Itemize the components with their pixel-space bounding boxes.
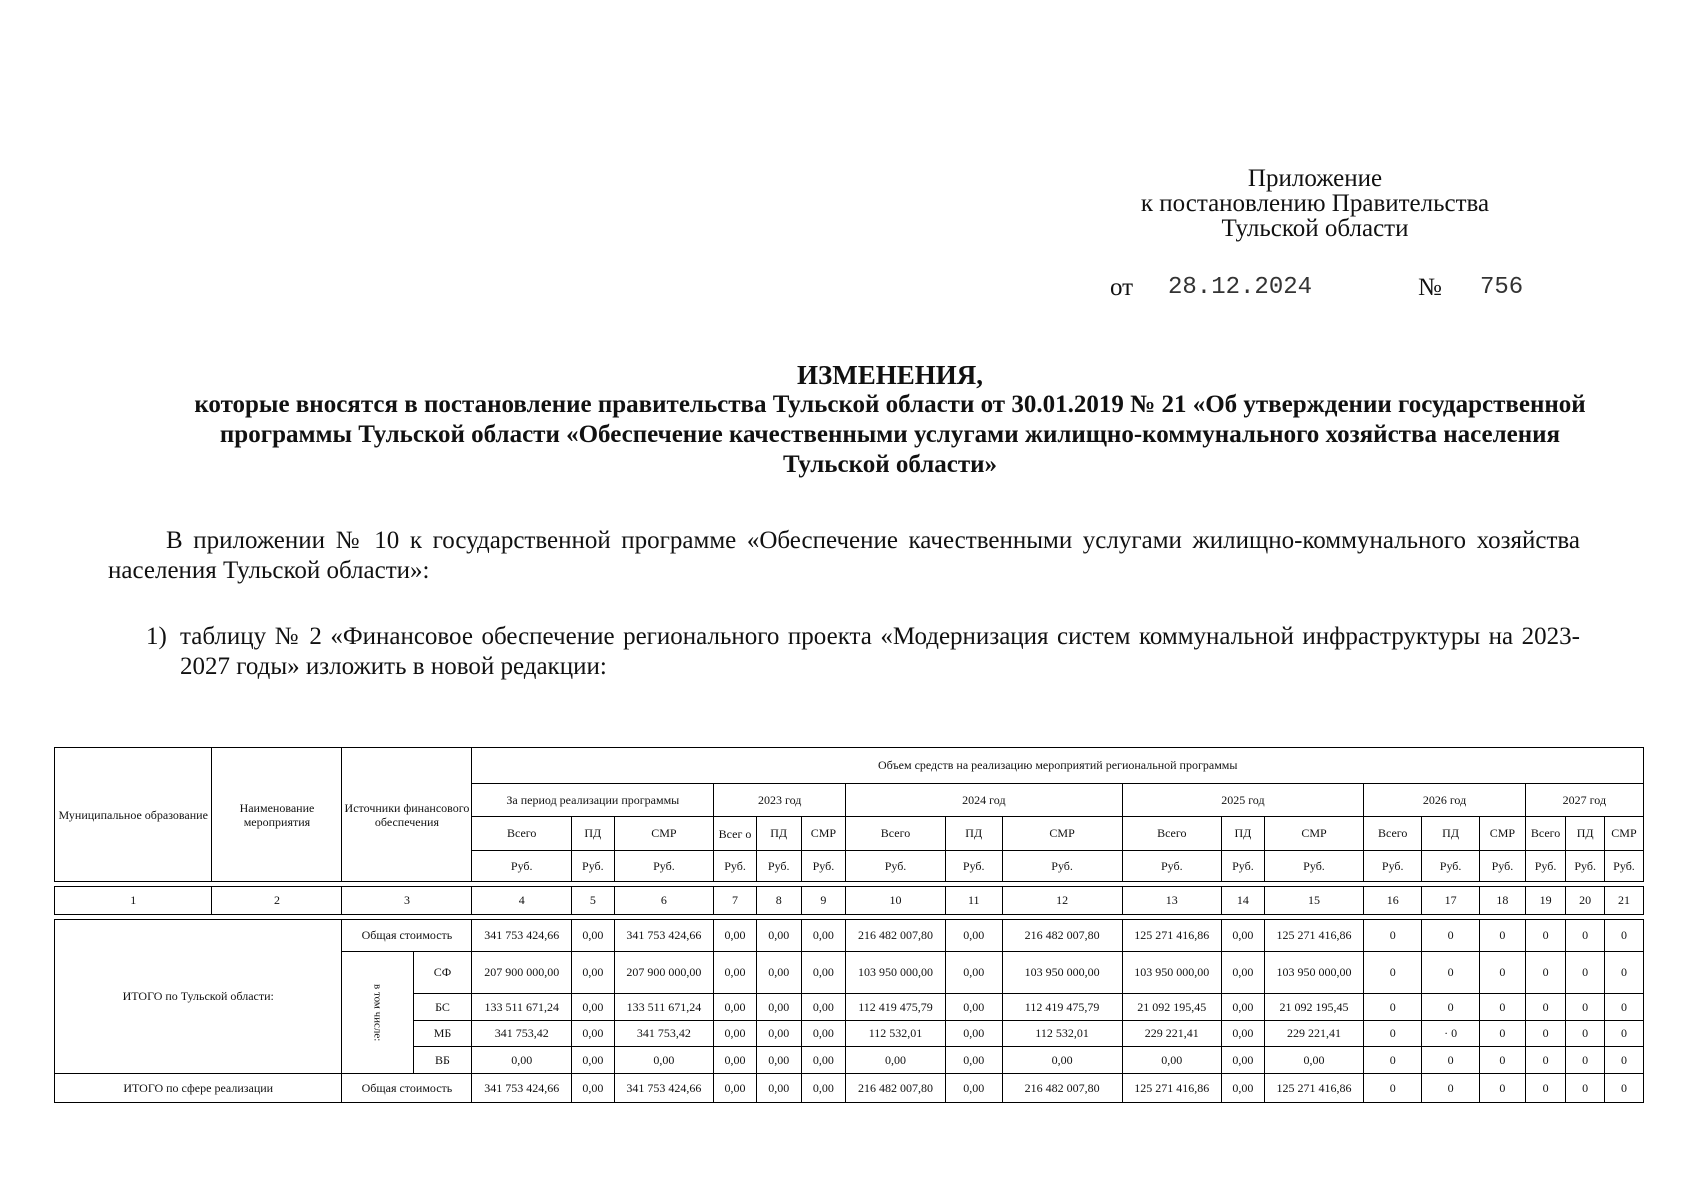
value-cell: 0,00 (1222, 952, 1265, 994)
source-label: Общая стоимость (342, 1074, 472, 1103)
subheader-pd: ПД (756, 817, 801, 851)
column-number: 16 (1364, 887, 1422, 915)
source-label: МБ (413, 1021, 472, 1047)
value-cell: 0 (1525, 1021, 1566, 1047)
value-cell: 0 (1480, 952, 1526, 994)
value-cell: 0,00 (1222, 994, 1265, 1021)
source-label: Общая стоимость (342, 920, 472, 952)
unit-cell: Руб. (1604, 851, 1643, 882)
subheader-total: Всег о (714, 817, 757, 851)
appendix-region: Тульской области (1221, 215, 1409, 242)
column-number: 6 (614, 887, 714, 915)
paragraph-intro: В приложении № 10 к государственной программе «Обеспечение качественными услугами жилищно-коммунального хозяйства населения Тульской области»: (108, 527, 1580, 584)
column-number: 5 (572, 887, 615, 915)
subheader-total: Всего (846, 817, 946, 851)
value-cell: 341 753,42 (614, 1021, 714, 1047)
value-cell: 112 419 475,79 (846, 994, 946, 1021)
value-cell: 229 221,41 (1264, 1021, 1364, 1047)
unit-cell: Руб. (1364, 851, 1422, 882)
header-year-2026: 2026 год (1364, 784, 1525, 817)
value-cell: 0,00 (714, 920, 757, 952)
header-measure: Наименование мероприятия (212, 748, 342, 882)
value-cell: 0 (1604, 1074, 1643, 1103)
value-cell: 0,00 (572, 1021, 615, 1047)
column-number: 15 (1264, 887, 1364, 915)
value-cell: 0,00 (945, 1021, 1002, 1047)
value-cell: 0 (1566, 994, 1605, 1021)
value-cell: 0,00 (945, 952, 1002, 994)
header-municipal: Муниципальное образование (55, 748, 212, 882)
heading-subtitle: которые вносятся в постановление правительства Тульской области от 30.01.2019 № 21 «Об утверждении государственной программы Тульской области «Обеспечение качественными услугами жилищно-коммунального хозяйства населения Тульской области» (194, 391, 1586, 478)
value-cell: 0,00 (756, 1047, 801, 1074)
value-cell: 0 (1566, 952, 1605, 994)
value-cell: 0,00 (756, 920, 801, 952)
unit-cell: Руб. (1480, 851, 1526, 882)
subheader-pd: ПД (1422, 817, 1480, 851)
header-volume: Объем средств на реализацию мероприятий региональной программы (472, 748, 1644, 784)
subheader-smr: СМР (1604, 817, 1643, 851)
value-cell: 0 (1422, 952, 1480, 994)
value-cell: 125 271 416,86 (1122, 920, 1222, 952)
header-year-2025: 2025 год (1122, 784, 1364, 817)
value-cell: 0,00 (714, 1047, 757, 1074)
unit-cell: Руб. (1566, 851, 1605, 882)
value-cell: 341 753,42 (472, 1021, 572, 1047)
table-row (55, 1074, 1644, 1103)
subheader-total: Всего (1364, 817, 1422, 851)
value-cell: 207 900 000,00 (614, 952, 714, 994)
value-cell: 0,00 (756, 1021, 801, 1047)
date-prefix: от (1110, 274, 1134, 301)
unit-cell: Руб. (1122, 851, 1222, 882)
column-number: 4 (472, 887, 572, 915)
value-cell: 0 (1566, 1047, 1605, 1074)
column-number: 12 (1002, 887, 1122, 915)
value-cell: 0 (1364, 1047, 1422, 1074)
value-cell: 0 (1364, 1021, 1422, 1047)
column-number: 10 (846, 887, 946, 915)
value-cell: 0,00 (714, 1021, 757, 1047)
value-cell: 0 (1604, 1047, 1643, 1074)
value-cell: 0 (1364, 920, 1422, 952)
value-cell: 0,00 (756, 994, 801, 1021)
subheader-pd: ПД (1566, 817, 1605, 851)
value-cell: 112 419 475,79 (1002, 994, 1122, 1021)
value-cell: 229 221,41 (1122, 1021, 1222, 1047)
column-number: 18 (1480, 887, 1526, 915)
value-cell: 133 511 671,24 (614, 994, 714, 1021)
column-number: 1 (55, 887, 212, 915)
value-cell: 0 (1422, 920, 1480, 952)
value-cell: 103 950 000,00 (1264, 952, 1364, 994)
column-number: 7 (714, 887, 757, 915)
value-cell: 0,00 (714, 1074, 757, 1103)
value-cell: 0 (1604, 1021, 1643, 1047)
value-cell: 0,00 (614, 1047, 714, 1074)
column-number: 13 (1122, 887, 1222, 915)
value-cell: 0 (1422, 994, 1480, 1021)
value-cell: 125 271 416,86 (1264, 1074, 1364, 1103)
value-cell: 0 (1422, 1074, 1480, 1103)
subheader-pd: ПД (1222, 817, 1265, 851)
subheader-smr: СМР (614, 817, 714, 851)
value-cell: 0,00 (1222, 1074, 1265, 1103)
value-cell: 0,00 (1222, 1047, 1265, 1074)
value-cell: 0,00 (714, 994, 757, 1021)
value-cell: 0,00 (945, 920, 1002, 952)
heading-title: ИЗМЕНЕНИЯ, (796, 360, 983, 390)
value-cell: 341 753 424,66 (614, 920, 714, 952)
value-cell: 0,00 (1264, 1047, 1364, 1074)
source-label: ВБ (413, 1047, 472, 1074)
list-item-1 (108, 622, 1580, 682)
value-cell: 0,00 (801, 952, 846, 994)
table-row (55, 920, 1644, 952)
value-cell: 216 482 007,80 (846, 1074, 946, 1103)
value-cell: 0 (1480, 1047, 1526, 1074)
document-heading (190, 360, 1590, 480)
value-cell: 0,00 (1222, 1021, 1265, 1047)
unit-cell: Руб. (1422, 851, 1480, 882)
value-cell: 21 092 195,45 (1122, 994, 1222, 1021)
value-cell: 112 532,01 (1002, 1021, 1122, 1047)
header-year-2023: 2023 год (714, 784, 846, 817)
subheader-pd: ПД (945, 817, 1002, 851)
value-cell: 0,00 (1122, 1047, 1222, 1074)
appendix-subtitle: к постановлению Правительства (1140, 190, 1490, 217)
number-sign: № (1418, 274, 1442, 301)
source-label: БС (413, 994, 472, 1021)
value-cell: 0,00 (846, 1047, 946, 1074)
value-cell: 0,00 (801, 920, 846, 952)
header-period: За период реализации программы (472, 784, 714, 817)
value-cell: 0 (1525, 952, 1566, 994)
value-cell: 0,00 (1222, 920, 1265, 952)
column-number: 14 (1222, 887, 1265, 915)
header-sources: Источники финансового обеспечения (342, 748, 472, 882)
value-cell: 133 511 671,24 (472, 994, 572, 1021)
value-cell: 0,00 (572, 952, 615, 994)
source-label: СФ (413, 952, 472, 994)
subheader-pd: ПД (572, 817, 615, 851)
value-cell: 0 (1525, 1047, 1566, 1074)
value-cell: 0 (1422, 1047, 1480, 1074)
value-cell: 0 (1525, 994, 1566, 1021)
value-cell: 0,00 (572, 994, 615, 1021)
unit-cell: Руб. (472, 851, 572, 882)
value-cell: 0 (1525, 920, 1566, 952)
financing-table (54, 747, 1644, 1103)
value-cell: 0 (1364, 994, 1422, 1021)
value-cell: 0 (1480, 920, 1526, 952)
subheader-total: Всего (1525, 817, 1566, 851)
unit-cell: Руб. (801, 851, 846, 882)
unit-cell: Руб. (756, 851, 801, 882)
value-cell: 216 482 007,80 (1002, 920, 1122, 952)
value-cell: 0 (1480, 1021, 1526, 1047)
value-cell: 0 (1604, 994, 1643, 1021)
value-cell: 0 (1566, 920, 1605, 952)
value-cell: 103 950 000,00 (1002, 952, 1122, 994)
value-cell: 207 900 000,00 (472, 952, 572, 994)
value-cell: · 0 (1422, 1021, 1480, 1047)
value-cell: 216 482 007,80 (1002, 1074, 1122, 1103)
value-cell: 0 (1364, 1074, 1422, 1103)
column-number: 11 (945, 887, 1002, 915)
unit-cell: Руб. (614, 851, 714, 882)
subheader-total: Всего (1122, 817, 1222, 851)
column-number: 19 (1525, 887, 1566, 915)
value-cell: 0,00 (756, 1074, 801, 1103)
subheader-total: Всего (472, 817, 572, 851)
value-cell: 0,00 (801, 1021, 846, 1047)
sphere-total-label: ИТОГО по сфере реализации (55, 1074, 342, 1103)
header-year-2027: 2027 год (1525, 784, 1643, 817)
value-cell: 0,00 (572, 1074, 615, 1103)
value-cell: 0,00 (945, 1047, 1002, 1074)
subheader-smr: СМР (801, 817, 846, 851)
value-cell: 0,00 (572, 920, 615, 952)
appendix-block (1080, 166, 1550, 241)
value-cell: 21 092 195,45 (1264, 994, 1364, 1021)
value-cell: 0 (1604, 920, 1643, 952)
value-cell: 0,00 (801, 994, 846, 1021)
value-cell: 341 753 424,66 (614, 1074, 714, 1103)
column-number: 20 (1566, 887, 1605, 915)
column-number: 21 (1604, 887, 1643, 915)
unit-cell: Руб. (846, 851, 946, 882)
subheader-smr: СМР (1480, 817, 1526, 851)
value-cell: 0,00 (1002, 1047, 1122, 1074)
value-cell: 0,00 (472, 1047, 572, 1074)
value-cell: 0,00 (572, 1047, 615, 1074)
column-number: 17 (1422, 887, 1480, 915)
value-cell: 103 950 000,00 (846, 952, 946, 994)
unit-cell: Руб. (1525, 851, 1566, 882)
resolution-number: 756 (1480, 274, 1524, 301)
value-cell: 0,00 (945, 1074, 1002, 1103)
column-number: 3 (342, 887, 472, 915)
value-cell: 0 (1566, 1074, 1605, 1103)
list-marker: 1) (146, 623, 167, 650)
value-cell: 0,00 (756, 952, 801, 994)
value-cell: 125 271 416,86 (1264, 920, 1364, 952)
appendix-title: Приложение (1247, 165, 1383, 192)
column-number: 2 (212, 887, 342, 915)
value-cell: 103 950 000,00 (1122, 952, 1222, 994)
list-item-text: таблицу № 2 «Финансовое обеспечение регионального проекта «Модернизация систем коммунальной инфраструктуры на 2023-2027 годы» изложить в новой редакции: (180, 623, 1580, 680)
value-cell: 0,00 (945, 994, 1002, 1021)
unit-cell: Руб. (1002, 851, 1122, 882)
unit-cell: Руб. (572, 851, 615, 882)
column-number: 9 (801, 887, 846, 915)
value-cell: 0,00 (801, 1074, 846, 1103)
including-label (342, 952, 413, 1074)
value-cell: 112 532,01 (846, 1021, 946, 1047)
value-cell: 0 (1566, 1021, 1605, 1047)
value-cell: 0 (1480, 994, 1526, 1021)
value-cell: 0 (1525, 1074, 1566, 1103)
header-year-2024: 2024 год (846, 784, 1122, 817)
unit-cell: Руб. (714, 851, 757, 882)
subheader-smr: СМР (1264, 817, 1364, 851)
value-cell: 0 (1364, 952, 1422, 994)
resolution-date-number (1110, 274, 1530, 304)
resolution-date: 28.12.2024 (1168, 274, 1313, 301)
value-cell: 0,00 (801, 1047, 846, 1074)
unit-cell: Руб. (945, 851, 1002, 882)
column-number-row (55, 887, 1644, 915)
column-number: 8 (756, 887, 801, 915)
value-cell: 0 (1604, 952, 1643, 994)
region-total-label: ИТОГО по Тульской области: (55, 920, 342, 1074)
value-cell: 341 753 424,66 (472, 920, 572, 952)
value-cell: 0 (1480, 1074, 1526, 1103)
value-cell: 0,00 (714, 952, 757, 994)
value-cell: 216 482 007,80 (846, 920, 946, 952)
subheader-smr: СМР (1002, 817, 1122, 851)
value-cell: 125 271 416,86 (1122, 1074, 1222, 1103)
unit-cell: Руб. (1264, 851, 1364, 882)
unit-cell: Руб. (1222, 851, 1265, 882)
value-cell: 341 753 424,66 (472, 1074, 572, 1103)
including-text: в том числе: (371, 983, 384, 1042)
